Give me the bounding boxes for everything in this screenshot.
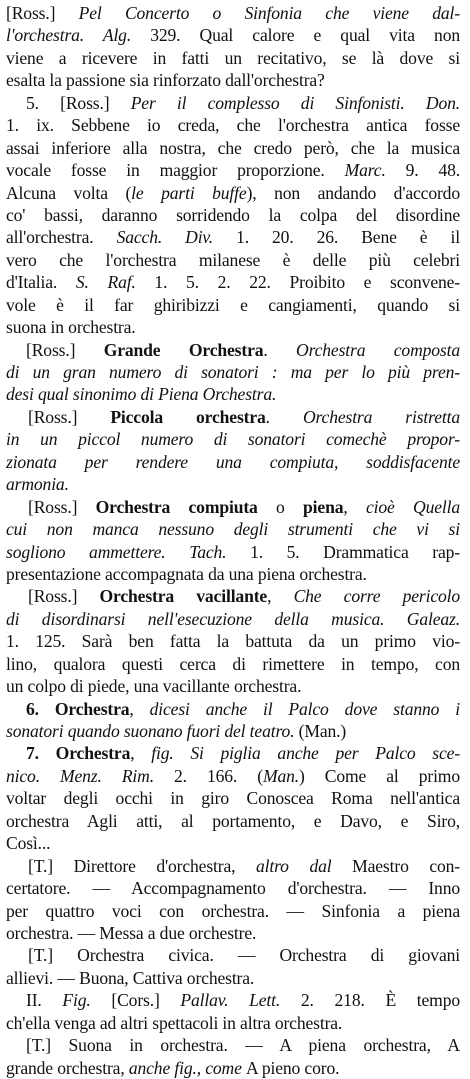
text-line bbox=[6, 944, 460, 966]
text-line bbox=[6, 271, 460, 293]
body-text: [T.] Orchestra civica. — Orchestra di giovani bbox=[28, 945, 460, 966]
text-line bbox=[6, 720, 460, 742]
text-line bbox=[6, 810, 460, 832]
text-line bbox=[6, 24, 460, 46]
headword-text: Piccola orchestra bbox=[110, 406, 266, 427]
body-text: presentazione accompagnata da una piena orchestra. bbox=[6, 563, 367, 584]
text-line bbox=[6, 765, 460, 787]
text-line bbox=[6, 541, 460, 563]
text-line bbox=[6, 249, 460, 271]
body-text: per quattro voci con orchestra. — Sinfonia a piena bbox=[6, 900, 460, 921]
body-text: [Ross.] bbox=[28, 586, 100, 607]
text-line bbox=[6, 989, 460, 1011]
headword-text: Grande Orchestra bbox=[103, 339, 264, 360]
headword-text: Orchestra bbox=[55, 743, 131, 764]
body-text: ) Come al primo bbox=[299, 765, 460, 786]
italic-text: cioè Quella bbox=[365, 496, 460, 517]
body-text: 1. 20. 26. Bene è il bbox=[236, 227, 460, 248]
text-line bbox=[6, 69, 460, 91]
body-text: 9. 48. bbox=[405, 160, 461, 181]
body-text: orchestra. — Messa a due orchestre. bbox=[6, 922, 257, 943]
body-text: 1. 5. Drammatica rap- bbox=[250, 541, 460, 562]
italic-text: fig. Si piglia anche per Palco sce- bbox=[151, 743, 460, 764]
italic-text: Che corre pericolo bbox=[293, 586, 461, 607]
text-line bbox=[6, 518, 460, 540]
text-line bbox=[6, 182, 460, 204]
headword-text: 7. bbox=[26, 743, 56, 764]
body-text: II. bbox=[26, 990, 63, 1011]
text-line bbox=[6, 137, 460, 159]
italic-text: di disordinarsi nell'esecuzione della musica. Galeaz. bbox=[6, 608, 460, 629]
italic-text: Marc. bbox=[344, 160, 406, 181]
text-line bbox=[6, 2, 460, 24]
italic-text: l'orchestra. Alg. bbox=[6, 25, 151, 46]
text-line bbox=[6, 316, 460, 338]
body-text: assai inferiore alla nostra, che credo però, che la musica bbox=[6, 137, 460, 158]
body-text: ch'ella venga ad altri spettacoli in altra orchestra. bbox=[6, 1012, 343, 1033]
text-line bbox=[6, 900, 460, 922]
text-line bbox=[6, 675, 460, 697]
headword-text: Orchestra compiuta bbox=[95, 496, 277, 517]
italic-text: di un gran numero di sonatori : ma per lo più pren- bbox=[6, 362, 460, 382]
text-line bbox=[6, 1057, 460, 1079]
body-text: lino, qualora questi cerca di rimettere in tempo, con bbox=[6, 653, 460, 674]
text-line bbox=[6, 1012, 460, 1034]
body-text: allievi. — Buona, Cattiva orchestra. bbox=[6, 967, 255, 988]
body-text: [T.] Direttore d'orchestra, bbox=[28, 855, 257, 876]
body-text: A pieno coro. bbox=[246, 1057, 340, 1078]
italic-text: sogliono ammettere. Tach. bbox=[6, 541, 251, 562]
body-text: [Ross.] bbox=[28, 496, 96, 517]
body-text: [Ross.] bbox=[28, 406, 111, 427]
body-text: , bbox=[129, 698, 150, 719]
body-text: suona in orchestra. bbox=[6, 317, 136, 338]
body-text: voltar degli occhi in giro Conoscea Roma nell'antica bbox=[6, 788, 460, 809]
italic-text: armonia. bbox=[6, 474, 69, 495]
body-text: grande orchestra, bbox=[6, 1057, 129, 1078]
text-line bbox=[6, 473, 460, 495]
text-line bbox=[6, 339, 460, 361]
body-text: all'orchestra. bbox=[6, 227, 117, 248]
italic-text: altro dal bbox=[256, 855, 353, 876]
body-text: , bbox=[130, 743, 152, 764]
text-line bbox=[6, 406, 460, 428]
text-line bbox=[6, 47, 460, 69]
italic-text: dicesi anche il Palco dove stanno i bbox=[149, 698, 460, 719]
text-line bbox=[6, 832, 460, 854]
text-line bbox=[6, 698, 460, 720]
italic-text: in un piccol numero di sonatori comechè propor- bbox=[6, 429, 460, 450]
text-line bbox=[6, 787, 460, 809]
italic-text: desi qual sinonimo di Piena Orchestra. bbox=[6, 384, 277, 405]
body-text: . bbox=[263, 339, 297, 360]
text-line bbox=[6, 563, 460, 585]
italic-text: Fig. bbox=[62, 990, 112, 1011]
body-text: vocale fosse in maggior proporzione. bbox=[6, 160, 345, 181]
text-line bbox=[6, 383, 460, 405]
body-text: 1. ix. Sebbene io creda, che l'orchestra antica fosse bbox=[6, 115, 460, 136]
text-line bbox=[6, 742, 460, 764]
text-line bbox=[6, 608, 460, 630]
body-text: (Man.) bbox=[298, 721, 347, 741]
body-text: [Ross.] bbox=[6, 3, 79, 23]
italic-text: Per il complesso di Sinfonisti. Don. bbox=[130, 92, 460, 113]
text-line bbox=[6, 159, 460, 181]
body-text: esalta la passione sia rinforzato dall'orchestra? bbox=[6, 70, 325, 91]
headword-text: Orchestra bbox=[54, 698, 130, 719]
italic-text: Orchestra composta bbox=[296, 339, 460, 360]
italic-text: come bbox=[205, 1057, 247, 1078]
text-line bbox=[6, 1034, 460, 1056]
text-line bbox=[6, 114, 460, 136]
text-line bbox=[6, 855, 460, 877]
italic-text: S. Raf. bbox=[75, 272, 155, 293]
italic-text: Pallav. Lett. bbox=[180, 990, 301, 1011]
text-line bbox=[6, 451, 460, 473]
body-text: [Cors.] bbox=[111, 990, 181, 1011]
italic-text: nico. Menz. Rim. bbox=[6, 765, 175, 786]
italic-text: sonatori quando suonano fuori del teatro. bbox=[6, 721, 299, 741]
text-line bbox=[6, 204, 460, 226]
italic-text: le parti buffe bbox=[131, 182, 247, 203]
text-line bbox=[6, 922, 460, 944]
body-text: 2. 218. È tempo bbox=[300, 990, 461, 1011]
body-text: ), non andando d'accordo bbox=[246, 182, 460, 203]
italic-text: cui non manca nessuno degli strumenti che vi si bbox=[6, 519, 460, 540]
body-text: [T.] Suona in orchestra. — A piena orchestra, A bbox=[26, 1035, 460, 1056]
italic-text: Pel Concerto o Sinfonia che viene dal- bbox=[78, 3, 460, 23]
body-text: Alcuna volta ( bbox=[6, 182, 132, 203]
body-text: co' bassi, daranno sorridendo la colpa del disordine bbox=[6, 204, 460, 225]
italic-text: Man. bbox=[262, 765, 299, 786]
text-line bbox=[6, 630, 460, 652]
body-text: vero che l'orchestra milanese è delle più celebri bbox=[6, 249, 460, 270]
body-text: 329. Qual calore e qual vita non bbox=[150, 25, 460, 46]
text-line bbox=[6, 226, 460, 248]
text-line bbox=[6, 585, 460, 607]
headword-text: piena bbox=[303, 496, 344, 517]
body-text: Maestro con- bbox=[352, 855, 460, 876]
text-line bbox=[6, 361, 460, 383]
body-text: viene a ricevere in fatti un recitativo, se là dove si bbox=[6, 47, 460, 68]
body-text: 2. 166. ( bbox=[174, 765, 263, 786]
text-line bbox=[6, 92, 460, 114]
headword-text: Orchestra vacillante bbox=[99, 586, 268, 607]
body-text: certatore. — Accompagnamento d'orchestra. — Inno bbox=[6, 878, 460, 899]
text-line bbox=[6, 877, 460, 899]
body-text: 1. 5. 2. 22. Proibito e sconvene- bbox=[154, 272, 461, 293]
body-text: 1. 125. Sarà ben fatta la battuta da un primo vio- bbox=[6, 631, 460, 652]
text-line bbox=[6, 496, 460, 518]
body-text: o bbox=[276, 496, 304, 517]
body-text: , bbox=[343, 496, 366, 517]
text-line bbox=[6, 428, 460, 450]
italic-text: Orchestra ristretta bbox=[302, 406, 460, 427]
text-line bbox=[6, 294, 460, 316]
body-text: orchestra Agli atti, al portamento, e Davo, e Siro, bbox=[6, 810, 460, 831]
italic-text: anche fig. bbox=[128, 1057, 197, 1078]
body-text: [Ross.] bbox=[26, 339, 104, 360]
text-line bbox=[6, 653, 460, 675]
italic-text: zionata per rendere una compiuta, soddisfacente bbox=[6, 451, 460, 472]
body-text: Così... bbox=[6, 833, 51, 854]
body-text: d'Italia. bbox=[6, 272, 76, 293]
body-text: un colpo di piede, una vacillante orchestra. bbox=[6, 676, 302, 697]
body-text: vole è il far ghiribizzi e cangiamenti, quando si bbox=[6, 294, 460, 315]
headword-text: 6. bbox=[26, 698, 55, 719]
italic-text: Sacch. Div. bbox=[116, 227, 237, 248]
text-line bbox=[6, 967, 460, 989]
body-text: 5. [Ross.] bbox=[26, 92, 131, 113]
body-text: , bbox=[196, 1057, 206, 1078]
body-text: , bbox=[267, 586, 294, 607]
body-text: . bbox=[265, 406, 303, 427]
